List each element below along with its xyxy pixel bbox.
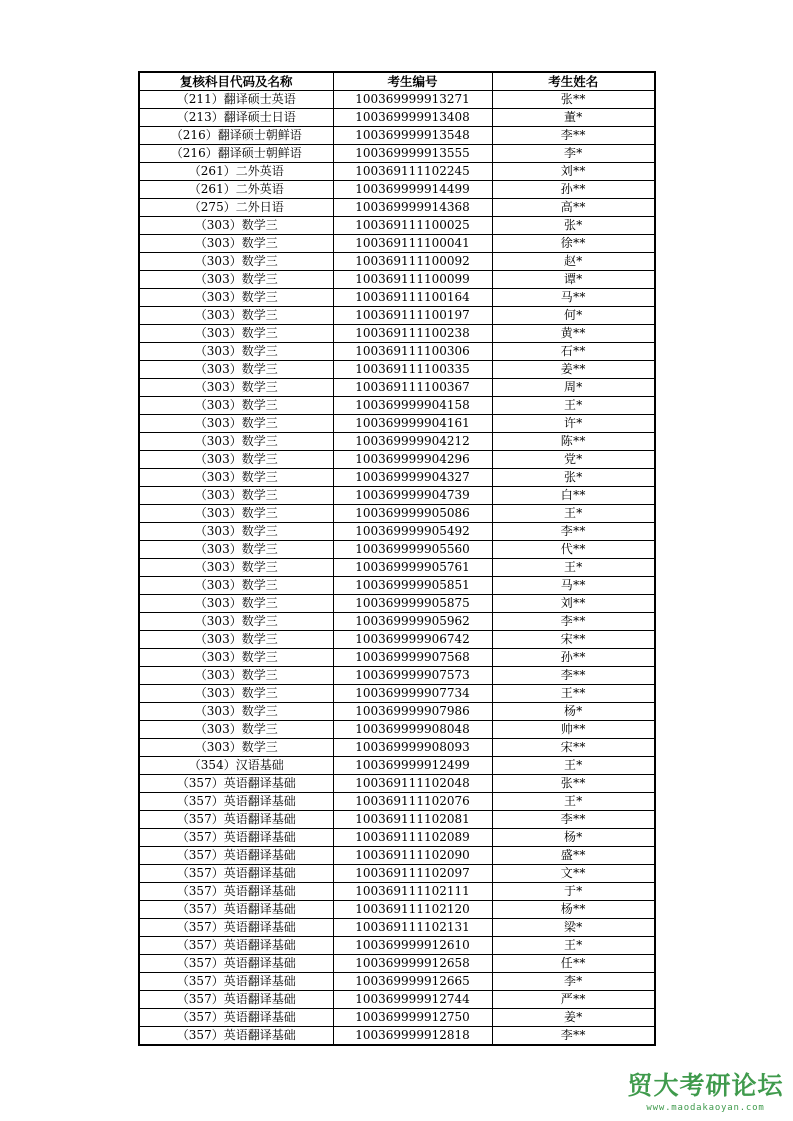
subject-cell: （357）英语翻译基础 — [139, 811, 333, 829]
exam-number-cell: 100369999912499 — [333, 757, 492, 775]
subject-cell: （303）数学三 — [139, 271, 333, 289]
table-row — [139, 343, 655, 361]
subject-cell: （357）英语翻译基础 — [139, 919, 333, 937]
subject-cell: （303）数学三 — [139, 415, 333, 433]
table-row — [139, 991, 655, 1009]
table-row — [139, 685, 655, 703]
candidate-name-cell: 文** — [492, 865, 655, 883]
subject-cell: （357）英语翻译基础 — [139, 883, 333, 901]
candidate-name-cell: 严** — [492, 991, 655, 1009]
candidate-name-cell: 姜* — [492, 1009, 655, 1027]
candidate-name-cell: 马** — [492, 289, 655, 307]
candidate-name-cell: 党* — [492, 451, 655, 469]
table-row — [139, 145, 655, 163]
candidate-name-cell: 李** — [492, 613, 655, 631]
candidate-name-cell: 李** — [492, 667, 655, 685]
candidate-name-cell: 孙** — [492, 649, 655, 667]
exam-number-cell: 100369999912658 — [333, 955, 492, 973]
exam-number-cell: 100369999905851 — [333, 577, 492, 595]
candidate-name-cell: 杨* — [492, 829, 655, 847]
subject-cell: （303）数学三 — [139, 505, 333, 523]
candidate-name-cell: 张* — [492, 469, 655, 487]
subject-cell: （303）数学三 — [139, 451, 333, 469]
subject-cell: （303）数学三 — [139, 631, 333, 649]
table-row — [139, 883, 655, 901]
subject-cell: （261）二外英语 — [139, 181, 333, 199]
table-row — [139, 739, 655, 757]
table-row — [139, 703, 655, 721]
table-row — [139, 757, 655, 775]
table-row — [139, 451, 655, 469]
table-row — [139, 595, 655, 613]
subject-cell: （357）英语翻译基础 — [139, 793, 333, 811]
table-row — [139, 793, 655, 811]
exam-number-cell: 100369999905492 — [333, 523, 492, 541]
subject-cell: （303）数学三 — [139, 613, 333, 631]
subject-cell: （303）数学三 — [139, 253, 333, 271]
subject-cell: （357）英语翻译基础 — [139, 865, 333, 883]
candidate-name-cell: 白** — [492, 487, 655, 505]
table-row — [139, 1027, 655, 1046]
exam-number-cell: 100369111102090 — [333, 847, 492, 865]
exam-number-cell: 100369999906742 — [333, 631, 492, 649]
candidate-name-cell: 刘** — [492, 163, 655, 181]
candidate-name-cell: 于* — [492, 883, 655, 901]
exam-number-cell: 100369111100197 — [333, 307, 492, 325]
exam-number-cell: 100369111102131 — [333, 919, 492, 937]
exam-number-cell: 100369999912744 — [333, 991, 492, 1009]
exam-number-cell: 100369999907734 — [333, 685, 492, 703]
roster-table — [138, 71, 656, 1046]
exam-number-cell: 100369111102089 — [333, 829, 492, 847]
subject-cell: （303）数学三 — [139, 325, 333, 343]
table-row — [139, 307, 655, 325]
table-row — [139, 361, 655, 379]
exam-number-cell: 100369999905962 — [333, 613, 492, 631]
candidate-name-cell: 李* — [492, 145, 655, 163]
table-row — [139, 199, 655, 217]
roster-table-header — [139, 72, 655, 91]
table-row — [139, 379, 655, 397]
table-row — [139, 181, 655, 199]
roster-table-body — [139, 91, 655, 1046]
exam-number-cell: 100369999904158 — [333, 397, 492, 415]
subject-cell: （357）英语翻译基础 — [139, 937, 333, 955]
exam-number-cell: 100369999913271 — [333, 91, 492, 109]
subject-cell: （303）数学三 — [139, 307, 333, 325]
candidate-name-cell: 高** — [492, 199, 655, 217]
table-row — [139, 577, 655, 595]
exam-number-cell: 100369999912750 — [333, 1009, 492, 1027]
subject-cell: （303）数学三 — [139, 217, 333, 235]
subject-cell: （357）英语翻译基础 — [139, 1009, 333, 1027]
subject-cell: （357）英语翻译基础 — [139, 1027, 333, 1046]
table-row — [139, 955, 655, 973]
table-row — [139, 271, 655, 289]
subject-cell: （357）英语翻译基础 — [139, 775, 333, 793]
exam-number-cell: 100369111102081 — [333, 811, 492, 829]
candidate-name-cell: 李** — [492, 523, 655, 541]
subject-cell: （303）数学三 — [139, 469, 333, 487]
candidate-name-cell: 王* — [492, 793, 655, 811]
exam-number-cell: 100369111102120 — [333, 901, 492, 919]
candidate-name-cell: 帅** — [492, 721, 655, 739]
subject-cell: （303）数学三 — [139, 523, 333, 541]
candidate-name-cell: 王* — [492, 757, 655, 775]
candidate-name-cell: 梁* — [492, 919, 655, 937]
subject-cell: （357）英语翻译基础 — [139, 955, 333, 973]
exam-number-cell: 100369999914499 — [333, 181, 492, 199]
table-row — [139, 865, 655, 883]
table-row — [139, 523, 655, 541]
exam-number-cell: 100369111100164 — [333, 289, 492, 307]
table-row — [139, 649, 655, 667]
table-row — [139, 937, 655, 955]
exam-number-cell: 100369999905560 — [333, 541, 492, 559]
candidate-name-cell: 姜** — [492, 361, 655, 379]
candidate-name-cell: 张* — [492, 217, 655, 235]
subject-cell: （303）数学三 — [139, 289, 333, 307]
table-row — [139, 469, 655, 487]
exam-number-cell: 100369999907986 — [333, 703, 492, 721]
subject-cell: （357）英语翻译基础 — [139, 991, 333, 1009]
subject-cell: （261）二外英语 — [139, 163, 333, 181]
candidate-name-cell: 孙** — [492, 181, 655, 199]
header-exam-number: 考生编号 — [333, 72, 492, 91]
exam-number-cell: 100369111100041 — [333, 235, 492, 253]
exam-number-cell: 100369999912665 — [333, 973, 492, 991]
table-row — [139, 973, 655, 991]
table-row — [139, 631, 655, 649]
subject-cell: （303）数学三 — [139, 487, 333, 505]
candidate-name-cell: 马** — [492, 577, 655, 595]
table-row — [139, 559, 655, 577]
table-row — [139, 91, 655, 109]
candidate-name-cell: 王* — [492, 397, 655, 415]
candidate-name-cell: 赵* — [492, 253, 655, 271]
candidate-name-cell: 谭* — [492, 271, 655, 289]
table-row — [139, 1009, 655, 1027]
table-row — [139, 289, 655, 307]
candidate-name-cell: 陈** — [492, 433, 655, 451]
forum-watermark — [623, 1070, 788, 1115]
exam-number-cell: 100369999904327 — [333, 469, 492, 487]
exam-number-cell: 100369999905086 — [333, 505, 492, 523]
subject-cell: （303）数学三 — [139, 721, 333, 739]
exam-number-cell: 100369111102245 — [333, 163, 492, 181]
table-row — [139, 811, 655, 829]
candidate-name-cell: 杨** — [492, 901, 655, 919]
table-row — [139, 667, 655, 685]
subject-cell: （357）英语翻译基础 — [139, 973, 333, 991]
candidate-name-cell: 李** — [492, 127, 655, 145]
candidate-name-cell: 代** — [492, 541, 655, 559]
exam-number-cell: 100369999913555 — [333, 145, 492, 163]
exam-number-cell: 100369111100099 — [333, 271, 492, 289]
exam-number-cell: 100369999908048 — [333, 721, 492, 739]
subject-cell: （213）翻译硕士日语 — [139, 109, 333, 127]
watermark-title: 贸大考研论坛 — [627, 1071, 784, 1100]
candidate-name-cell: 李** — [492, 1027, 655, 1046]
subject-cell: （303）数学三 — [139, 739, 333, 757]
candidate-name-cell: 盛** — [492, 847, 655, 865]
exam-number-cell: 100369999904161 — [333, 415, 492, 433]
exam-number-cell: 100369111100238 — [333, 325, 492, 343]
candidate-name-cell: 杨* — [492, 703, 655, 721]
subject-cell: （303）数学三 — [139, 649, 333, 667]
subject-cell: （216）翻译硕士朝鲜语 — [139, 127, 333, 145]
subject-cell: （211）翻译硕士英语 — [139, 91, 333, 109]
exam-number-cell: 100369999904296 — [333, 451, 492, 469]
header-row — [139, 72, 655, 91]
table-row — [139, 721, 655, 739]
subject-cell: （303）数学三 — [139, 577, 333, 595]
table-row — [139, 163, 655, 181]
exam-number-cell: 100369999907573 — [333, 667, 492, 685]
table-row — [139, 217, 655, 235]
candidate-name-cell: 王* — [492, 559, 655, 577]
table-row — [139, 487, 655, 505]
table-row — [139, 901, 655, 919]
candidate-name-cell: 徐** — [492, 235, 655, 253]
exam-number-cell: 100369999913548 — [333, 127, 492, 145]
exam-number-cell: 100369999914368 — [333, 199, 492, 217]
exam-number-cell: 100369999904739 — [333, 487, 492, 505]
header-subject: 复核科目代码及名称 — [139, 72, 333, 91]
exam-number-cell: 100369111100367 — [333, 379, 492, 397]
exam-number-cell: 100369999905875 — [333, 595, 492, 613]
exam-number-cell: 100369111102076 — [333, 793, 492, 811]
subject-cell: （303）数学三 — [139, 397, 333, 415]
subject-cell: （216）翻译硕士朝鲜语 — [139, 145, 333, 163]
exam-number-cell: 100369999912610 — [333, 937, 492, 955]
candidate-name-cell: 刘** — [492, 595, 655, 613]
table-row — [139, 541, 655, 559]
roster-table-container — [138, 71, 656, 1046]
candidate-name-cell: 石** — [492, 343, 655, 361]
candidate-name-cell: 李** — [492, 811, 655, 829]
table-row — [139, 613, 655, 631]
candidate-name-cell: 任** — [492, 955, 655, 973]
header-candidate-name: 考生姓名 — [492, 72, 655, 91]
candidate-name-cell: 董* — [492, 109, 655, 127]
subject-cell: （357）英语翻译基础 — [139, 901, 333, 919]
exam-number-cell: 100369111102097 — [333, 865, 492, 883]
exam-number-cell: 100369111100025 — [333, 217, 492, 235]
table-row — [139, 253, 655, 271]
candidate-name-cell: 许* — [492, 415, 655, 433]
exam-number-cell: 100369999907568 — [333, 649, 492, 667]
exam-number-cell: 100369999913408 — [333, 109, 492, 127]
candidate-name-cell: 宋** — [492, 631, 655, 649]
table-row — [139, 433, 655, 451]
exam-number-cell: 100369999908093 — [333, 739, 492, 757]
subject-cell: （303）数学三 — [139, 379, 333, 397]
candidate-name-cell: 周* — [492, 379, 655, 397]
table-row — [139, 829, 655, 847]
exam-number-cell: 100369111102048 — [333, 775, 492, 793]
subject-cell: （303）数学三 — [139, 235, 333, 253]
candidate-name-cell: 王* — [492, 505, 655, 523]
subject-cell: （303）数学三 — [139, 433, 333, 451]
exam-number-cell: 100369111100335 — [333, 361, 492, 379]
exam-number-cell: 100369111102111 — [333, 883, 492, 901]
table-row — [139, 775, 655, 793]
subject-cell: （354）汉语基础 — [139, 757, 333, 775]
watermark-url: www.maodakaoyan.com — [646, 1103, 765, 1113]
subject-cell: （303）数学三 — [139, 595, 333, 613]
subject-cell: （303）数学三 — [139, 685, 333, 703]
table-row — [139, 847, 655, 865]
table-row — [139, 415, 655, 433]
subject-cell: （357）英语翻译基础 — [139, 829, 333, 847]
table-row — [139, 235, 655, 253]
exam-number-cell: 100369999912818 — [333, 1027, 492, 1046]
subject-cell: （303）数学三 — [139, 343, 333, 361]
table-row — [139, 325, 655, 343]
exam-number-cell: 100369111100092 — [333, 253, 492, 271]
table-row — [139, 919, 655, 937]
subject-cell: （303）数学三 — [139, 541, 333, 559]
table-row — [139, 505, 655, 523]
subject-cell: （357）英语翻译基础 — [139, 847, 333, 865]
table-row — [139, 109, 655, 127]
table-row — [139, 127, 655, 145]
subject-cell: （303）数学三 — [139, 703, 333, 721]
exam-number-cell: 100369111100306 — [333, 343, 492, 361]
candidate-name-cell: 黄** — [492, 325, 655, 343]
table-row — [139, 397, 655, 415]
subject-cell: （303）数学三 — [139, 559, 333, 577]
candidate-name-cell: 何* — [492, 307, 655, 325]
exam-number-cell: 100369999904212 — [333, 433, 492, 451]
exam-number-cell: 100369999905761 — [333, 559, 492, 577]
candidate-name-cell: 王** — [492, 685, 655, 703]
candidate-name-cell: 张** — [492, 91, 655, 109]
candidate-name-cell: 张** — [492, 775, 655, 793]
subject-cell: （303）数学三 — [139, 667, 333, 685]
subject-cell: （303）数学三 — [139, 361, 333, 379]
candidate-name-cell: 李* — [492, 973, 655, 991]
subject-cell: （275）二外日语 — [139, 199, 333, 217]
candidate-name-cell: 王* — [492, 937, 655, 955]
candidate-name-cell: 宋** — [492, 739, 655, 757]
